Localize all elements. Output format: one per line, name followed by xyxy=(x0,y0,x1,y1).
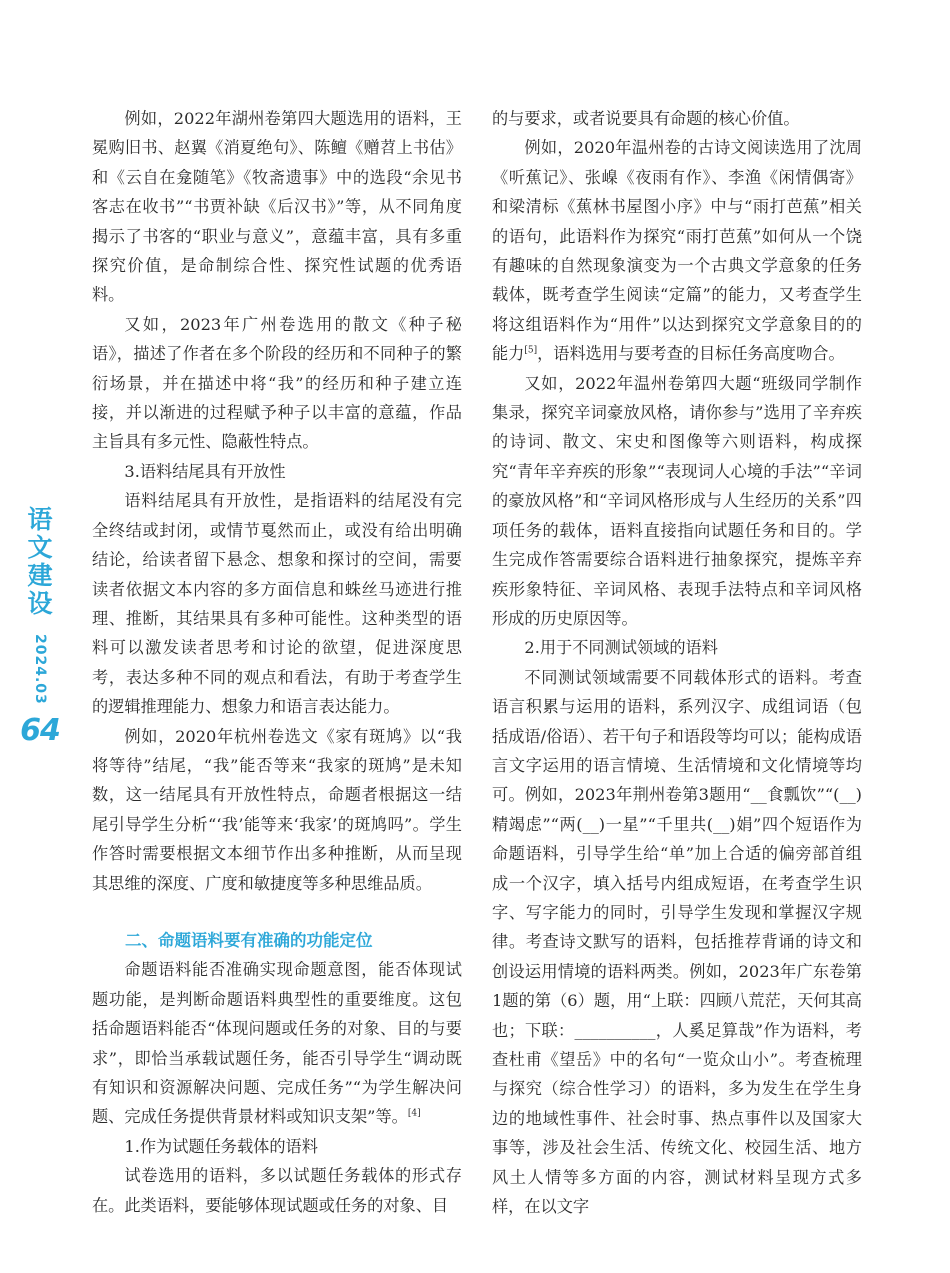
journal-brand xyxy=(27,506,52,618)
citation-ref: [4] xyxy=(407,1109,421,1120)
brand-char: 建 xyxy=(27,561,53,590)
paragraph xyxy=(92,955,462,1131)
brand-char: 文 xyxy=(27,533,53,562)
page-number: 64 xyxy=(20,712,60,748)
subheading: 2.用于不同测试领域的语料 xyxy=(524,638,718,658)
paragraph: 试卷选用的语料，多以试题任务载体的形式存在。此类语料，要能够体现试题或任务的对象、目 xyxy=(92,1166,462,1215)
paragraph: 例如，2022年湖州卷第四大题选用的语料，王冕购旧书、赵翼《消夏绝句》、陈鳣《赠苕上书估》和《云自在龛随笔》《牧斋遗事》中的选段“余见书客志在收书”“书贾补缺《后汉书》”等，从不同角度揭示了书客的“职业与意义”，意蕴丰富，具有多重探究价值，是命制综合性、探究性试题的优秀语料。 xyxy=(92,109,462,305)
citation-ref: [5] xyxy=(524,345,538,356)
paragraph-continued: 的与要求，或者说要具有命题的核心价值。 xyxy=(492,109,800,128)
paragraph-text: 命题语料能否准确实现命题意图，能否体现试题功能，是判断命题语料典型性的重要维度。这包括命题语料能否“体现问题或任务的对象、目的与要求”，即恰当承载试题任务，能否引导学生“调动既有知识和资源解决问题、完成任务”“为学生解决问题、完成任务提供背景材料或知识支架”等。 xyxy=(92,960,462,1127)
brand-char: 语 xyxy=(27,505,53,534)
paragraph: 又如，2023年广州卷选用的散文《种子秘语》，描述了作者在多个阶段的经历和不同种子的繁衍场景，并在描述中将“我”的经历和种子建立连接，并以渐进的过程赋予种子以丰富的意蕴，作品主旨具有多元性、隐蔽性特点。 xyxy=(92,314,462,452)
right-column xyxy=(492,104,862,1221)
paragraph: 例如，2020年杭州卷选文《家有斑鸠》以“我将等待”结尾，“我”能否等来“我家的斑鸠”是未知数，这一结尾具有开放性特点，命题者根据这一结尾引导学生分析“‘我’能等来‘我家’的斑鸠吗”。学生作答时需要根据文本细节作出多种推断，从而呈现其思维的深度、广度和敏捷度等多种思维品质。 xyxy=(92,726,462,893)
subheading: 1.作为试题任务载体的语料 xyxy=(124,1136,318,1156)
brand-char: 设 xyxy=(27,589,53,618)
section-heading: 二、命题语料要有准确的功能定位 xyxy=(125,930,373,950)
paragraph-text: 例如，2020年温州卷的古诗文阅读选用了沈周《听蕉记》、张嵲《夜雨有作》、李渔《闲情偶寄》和梁清标《蕉林书屋图小序》中与“雨打芭蕉”相关的语句，此语料作为探究“雨打芭蕉”如何从一个饶有趣味的自然现象演变为一个古典文学意象的任务载体，既考查学生阅读“定篇”的能力，又考查学生将这组语料作为“用件”以达到探究文学意象目的的能力 xyxy=(492,138,862,364)
issue-date: 2024.03 xyxy=(32,634,48,705)
left-column xyxy=(92,104,462,1220)
paragraph: 语料结尾具有开放性，是指语料的结尾没有完全终结或封闭，或情节戛然而止，或没有给出明确结论，给读者留下悬念、想象和探讨的空间，需要读者依据文本内容的多方面信息和蛛丝马迹进行推理、推断，其结果具有多种可能性。这种类型的语料可以激发读者思考和讨论的欲望，促进深度思考，表达多种不同的观点和看法，有助于考查学生的逻辑推理能力、想象力和语言表达能力。 xyxy=(92,491,462,717)
paragraph: 不同测试领域需要不同载体形式的语料。考查语言积累与运用的语料，系列汉字、成组词语（包括成语/俗语）、若干句子和语段等均可以；能构成语言文字运用的语言情境、生活情境和文化情境等均可。例如，2023年荆州卷第3题用“__食瓢饮”“(__)精竭虑”“两(__)一星”“千里共(__)娟”四个短语作为命题语料，引导学生给“单”加上合适的偏旁部首组成一个汉字，填入括号内组成短语，在考查学生识字、写字能力的同时，引导学生发现和掌握汉字规律。考查诗文默写的语料，包括推荐背诵的诗文和创设运用情境的语料两类。例如，2023年广东卷第1题的第（6）题，用“上联：四顾八荒茫，天何其高也；下联：__________，人奚足算哉”作为语料，考查杜甫《望岳》中的名句“一览众山小”。考查梳理与探究（综合性学习）的语料，多为发生在学生身边的地域性事件、社会时事、热点事件以及国家大事等，涉及社会生活、传统文化、校园生活、地方风土人情等多方面的内容，测试材料呈现方式多样，在以文字 xyxy=(492,667,862,1217)
paragraph xyxy=(492,133,862,368)
sidebar xyxy=(18,506,62,748)
subheading: 3.语料结尾具有开放性 xyxy=(124,461,286,481)
paragraph-text: ，语料选用与要考查的目标任务高度吻合。 xyxy=(537,344,845,364)
paragraph: 又如，2022年温州卷第四大题“班级同学制作集录，探究辛词豪放风格，请你参与”选用了辛弃疾的诗词、散文、宋史和图像等六则语料，构成探究“青年辛弃疾的形象”“表现词人心境的手法”“辛词的豪放风格”和“辛词风格形成与人生经历的关系”四项任务的载体，语料直接指向试题任务和目的。学生完成作答需要综合语料进行抽象探究，提炼辛弃疾形象特征、辛词风格、表现手法特点和辛词风格形成的历史原因等。 xyxy=(492,373,862,628)
